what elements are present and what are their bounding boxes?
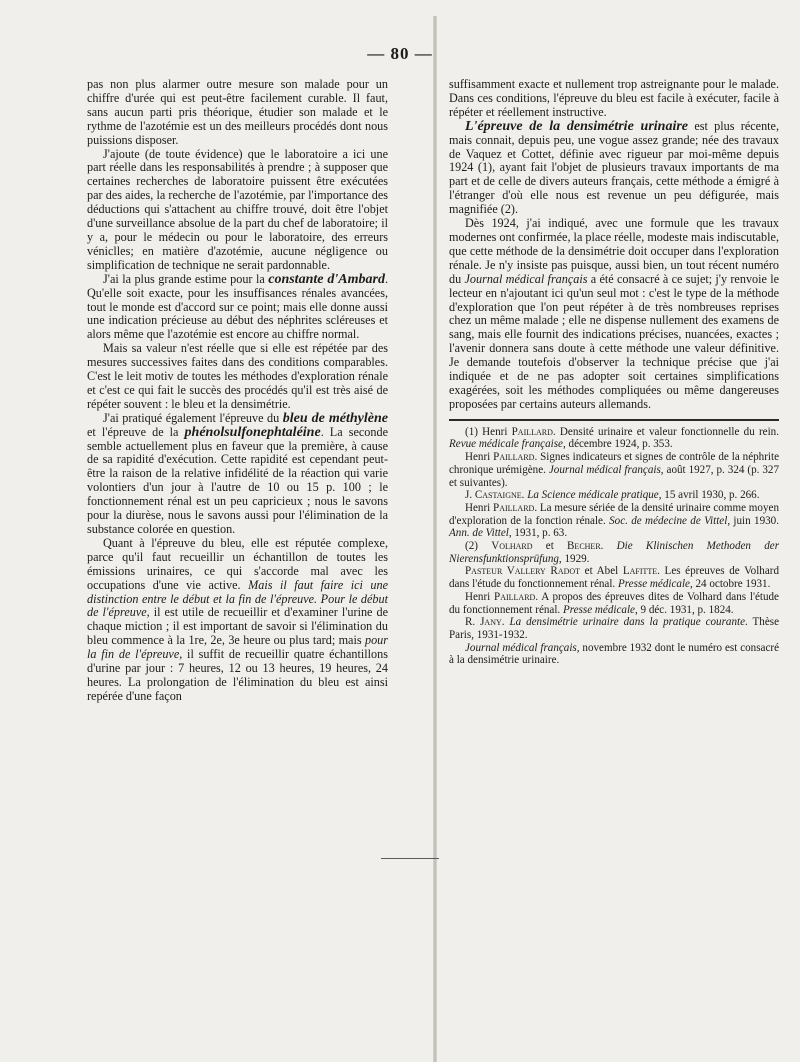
footnote: Henri Paillard. A propos des épreuves dites de Volhard dans l'étude du fonctionnement rénal. Presse médicale, 9 déc. 1931, p. 1824. <box>449 590 779 616</box>
footnote: Henri Paillard. La mesure sériée de la densité urinaire comme moyen d'exploration de la fonction rénale. Soc. de médecine de Vittel, juin 1930. Ann. de Vittel, 1931, p. 63. <box>449 501 779 540</box>
section-divider <box>381 858 439 859</box>
right-column <box>449 78 779 667</box>
italic-phrase: Mais il faut faire ici une distinction entre le début et la fin de l'épreuve. Pour le début de l'épreuve, <box>87 577 388 620</box>
footnote: R. Jany. La densimétrie urinaire dans la pratique courante. Thèse Paris, 1931-1932. <box>449 616 779 641</box>
footnotes <box>449 426 779 667</box>
left-column <box>87 78 388 704</box>
footnote: Henri Paillard. Signes indicateurs et signes de contrôle de la néphrite chronique urémigène. Journal médical français, août 1927, p. 324 (p. 327 et suivantes). <box>449 451 780 489</box>
emphasis-term: bleu de méthylène <box>282 410 388 426</box>
footnote: (2) Volhard et Becher. Die Klinischen Methoden der Nierensfunktionsprüfung, 1929. <box>449 540 780 565</box>
emphasis-term: phénolsulfonephtaléine <box>184 424 321 440</box>
paragraph: J'ai pratiqué également l'épreuve du bleu de méthylène et l'épreuve de la phénolsulfonephtaléine. La seconde semble actuellement plus en faveur que la première, à cause de sa rapidité d'exécution. Cette rapidité est cependant peut-être la raison de la relative infidélité de la réaction qui varie volontiers d'un jour à l'autre de 10 ou 15 p. 100 ; le fonctionnement rénal est un peu capricieux ; nous le savons pour la diurèse, nous le savons aussi pour l'élimination de la substance colorée en question. <box>87 410 388 536</box>
footnote: Pasteur Vallery Radot et Abel Lafitte. Les épreuves de Volhard dans l'étude du fonctionnement rénal. Presse médicale, 24 octobre 1931. <box>449 565 779 591</box>
paragraph: J'ajoute (de toute évidence) que le laboratoire a ici une part réelle dans les responsabilités à prendre ; à supposer que certaines recherches de laboratoire puissent être exécutées par des aides, la recherche de l'azotémie, par l'importance des déductions qui s'attachent au chiffre trouvé, doit être l'objet d'une surveillance absolue de la part du chef de laboratoire; il y a, pour le médecin ou pour le laboratoire, des erreurs véniclles; en matière d'azotémie, aucune négligence ou simplification de technique ne serait pardonnable. <box>87 146 388 272</box>
footnote: Journal médical français, novembre 1932 dont le numéro est consacré à la densimétrie urinaire. <box>449 641 779 667</box>
paragraph: Dès 1924, j'ai indiqué, avec une formule que les travaux modernes ont confirmée, la place réelle, modeste mais indiscutable, que cette méthode de la densimétrie doit occuper dans l'exploration rénale. Je n'y insiste pas puisque, aussi bien, un tout récent numéro du Journal médical français a été consacré à ce sujet; j'y renvoie le lecteur en n'ajoutant ici qu'un seul mot : c'est le type de la méthode d'exploration que l'on peut répéter à de très nombreuses reprises chez un même malade ; elle ne dispense nullement des examens de sang, mais elle fournit des indications précises, nuancées, exactes ; l'avenir donnera sans doute à cette méthode une valeur définitive. Je demande toutefois d'observer la technique précise que j'ai indiquée et de ne pas adopter soit certaines simplifications exagérées, soit les méthodes compliquées ou même dangereuses proposées par certains auteurs allemands. <box>449 216 780 411</box>
paragraph: Quant à l'épreuve du bleu, elle est réputée complexe, parce qu'il faut recueillir un échantillon de toutes les émissions urinaires, ce qui s'accorde mal avec les occupations d'une vie active. Mais il faut faire ici une distinction entre le début et la fin de l'épreuve. Pour le début de l'épreuve, il est utile de recueillir et d'examiner l'urine de chaque miction ; il est important de savoir si l'élimination du bleu commence à la 1re, 2e, 3e heure ou plus tard; mais pour la fin de l'épreuve, il suffit de recueillir quatre échantillons d'urine par jour : 7 heures, 12 ou 13 heures, 19 heures, 24 heures. La prolongation de l'élimination du bleu est ainsi repérée d'une façon <box>87 535 388 703</box>
paragraph: L'épreuve de la densimétrie urinaire est plus récente, mais connait, depuis peu, une vogue assez grande; née des travaux de Vaquez et Cottet, définie avec rigueur par moi-même depuis 1924 (1), ayant fait l'objet de plusieurs travaux importants de ma part et de celle de divers auteurs français, cette méthode a émigré à l'étranger d'où elle nous est revenue un peu défigurée, mais magnifiée (2). <box>449 118 780 217</box>
page-gutter <box>433 16 437 1062</box>
journal-title: Journal médical français <box>464 271 588 286</box>
paragraph: J'ai la plus grande estime pour la constante d'Ambard. Qu'elle soit exacte, pour les insuffisances rénales avancées, tout le monde est d'accord sur ce point; mais elle donne aussi une indication précieuse au début des néphrites scléreuses et alors même que l'azotémie est encore au chiffre normal. <box>87 271 388 342</box>
paragraph: suffisamment exacte et nullement trop astreignante pour le malade. Dans ces conditions, l'épreuve du bleu est facile à exécuter, facile à répéter et réellement instructive. <box>449 77 779 119</box>
footnote: J. Castaigne. La Science médicale pratique, 15 avril 1930, p. 266. <box>465 489 760 502</box>
paragraph: pas non plus alarmer outre mesure son malade pour un chiffre d'urée qui est peut-être facilement curable. Il faut, sans aucun parti pris théorique, étudier son malade et le rythme de l'azotémie est un des meilleurs procédés dont nous puissions disposer. <box>87 77 388 147</box>
italic-phrase: pour la fin de l'épreuve, <box>87 633 388 662</box>
page-number: — 80 — <box>367 44 433 63</box>
paragraph: Mais sa valeur n'est réelle que si elle est répétée par des mesures successives faites dans des conditions comparables. C'est le leit motiv de toutes les méthodes d'exploration rénale et c'est ce qui fait le succès des procédés qu'il est très aisé de répéter souvent : le bleu et la densimétrie. <box>87 341 388 411</box>
emphasis-term: constante d'Ambard <box>268 271 385 287</box>
footnote: (1) Henri Paillard. Densité urinaire et valeur fonctionnelle du rein. Revue médicale française, décembre 1924, p. 353. <box>449 425 779 451</box>
footnote-rule <box>449 419 779 421</box>
emphasis-term: L'épreuve de la densimétrie urinaire <box>465 118 689 134</box>
